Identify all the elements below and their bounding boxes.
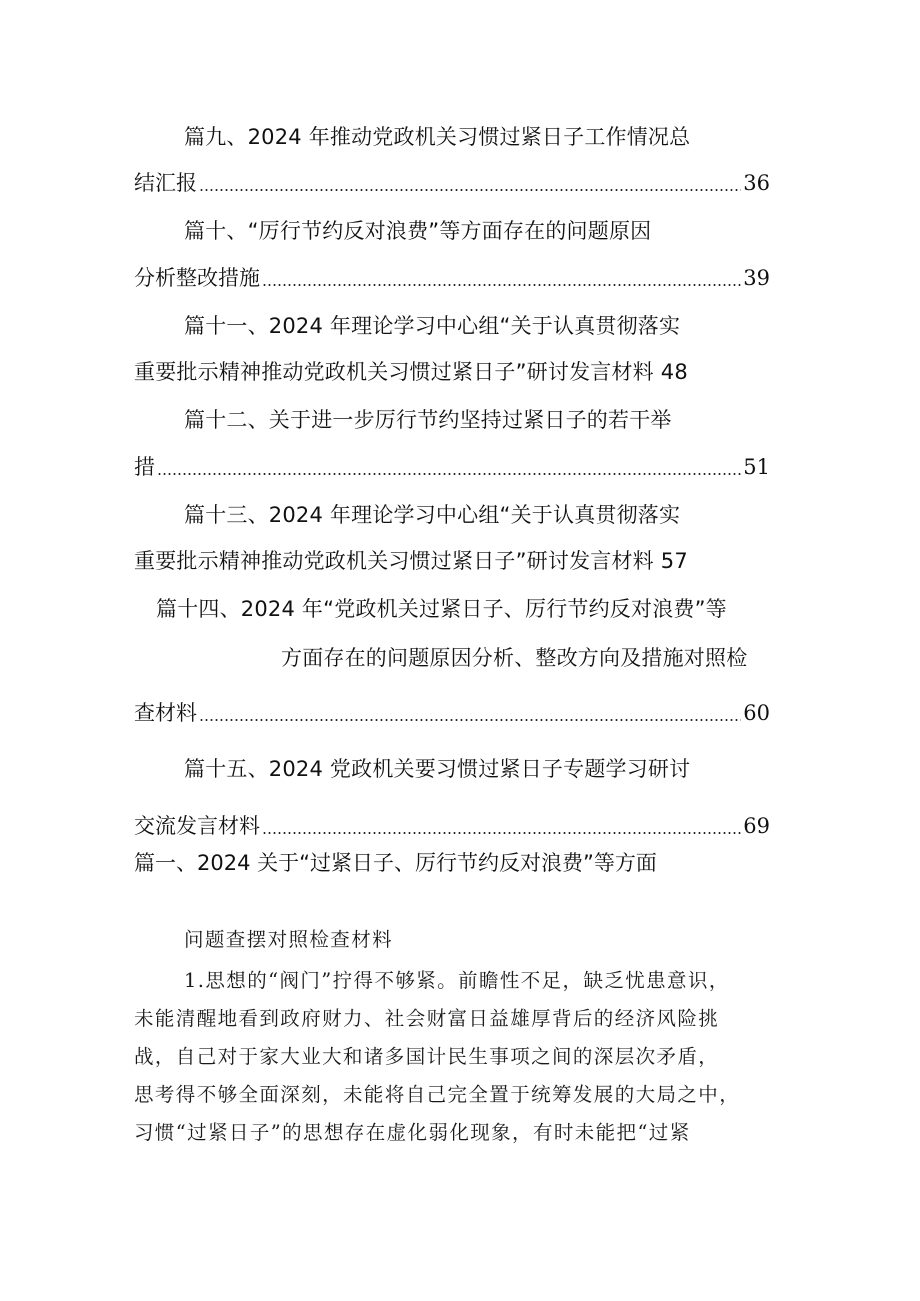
toc-entry-9-line1: 篇九、2024 年推动党政机关习惯过紧日子工作情况总 xyxy=(184,125,691,149)
paragraph-line-5: 习惯“过紧日子”的思想存在虚化弱化现象，有时未能把“过紧 xyxy=(134,1121,691,1144)
toc-entry-14-line1: 篇十四、2024 年“党政机关过紧日子、厉行节约反对浪费”等 xyxy=(156,597,727,621)
toc-entry-14-page: 60 xyxy=(743,701,770,725)
section-subheading: 问题查摆对照检查材料 xyxy=(184,928,394,951)
toc-entry-9-line2 xyxy=(134,168,770,198)
toc-entry-14-line2: 方面存在的问题原因分析、整改方向及措施对照检 xyxy=(281,646,748,670)
toc-entry-13-line1: 篇十三、2024 年理论学习中心组“关于认真贯彻落实 xyxy=(184,503,681,527)
toc-entry-15-line1: 篇十五、2024 党政机关要习惯过紧日子专题学习研讨 xyxy=(184,757,691,781)
toc-entry-12-title-end: 措 xyxy=(134,455,155,479)
toc-entry-15-page: 69 xyxy=(743,814,770,838)
paragraph-line-4: 思考得不够全面深刻，未能将自己完全置于统筹发展的大局之中， xyxy=(134,1083,741,1106)
toc-entry-9-page: 36 xyxy=(743,171,770,195)
paragraph-line-2: 未能清醒地看到政府财力、社会财富日益雄厚背后的经济风险挑 xyxy=(134,1007,720,1030)
toc-entry-14-title-end: 查材料 xyxy=(134,701,197,725)
toc-entry-11-line1: 篇十一、2024 年理论学习中心组“关于认真贯彻落实 xyxy=(184,314,681,338)
toc-entry-9-title-end: 结汇报 xyxy=(134,171,197,195)
toc-entry-10-title-end: 分析整改措施 xyxy=(134,266,260,290)
toc-dot-leader xyxy=(157,473,741,475)
toc-dot-leader xyxy=(199,189,741,191)
paragraph-line-3: 战，自己对于家大业大和诸多国计民生事项之间的深层次矛盾， xyxy=(134,1045,720,1068)
section-heading: 篇一、2024 关于“过紧日子、厉行节约反对浪费”等方面 xyxy=(134,851,657,875)
toc-dot-leader xyxy=(262,284,741,286)
toc-dot-leader xyxy=(262,832,741,834)
toc-entry-10-line1: 篇十、“厉行节约反对浪费”等方面存在的问题原因 xyxy=(184,219,652,243)
toc-entry-10-page: 39 xyxy=(743,266,770,290)
toc-entry-15-title-end: 交流发言材料 xyxy=(134,814,260,838)
toc-entry-14-line3 xyxy=(134,698,770,728)
toc-entry-15-line2 xyxy=(134,811,770,841)
toc-dot-leader xyxy=(199,719,741,721)
toc-entry-12-page: 51 xyxy=(743,455,770,479)
toc-entry-10-line2 xyxy=(134,263,770,293)
paragraph-line-1: 1.思想的“阀门”拧得不够紧。前瞻性不足，缺乏忧患意识， xyxy=(184,969,730,992)
toc-entry-12-line1: 篇十二、关于进一步厉行节约坚持过紧日子的若干举 xyxy=(184,408,672,432)
toc-entry-11-line2: 重要批示精神推动党政机关习惯过紧日子”研讨发言材料 48 xyxy=(134,360,688,384)
toc-entry-13-line2: 重要批示精神推动党政机关习惯过紧日子”研讨发言材料 57 xyxy=(134,549,688,573)
toc-entry-12-line2 xyxy=(134,452,770,482)
